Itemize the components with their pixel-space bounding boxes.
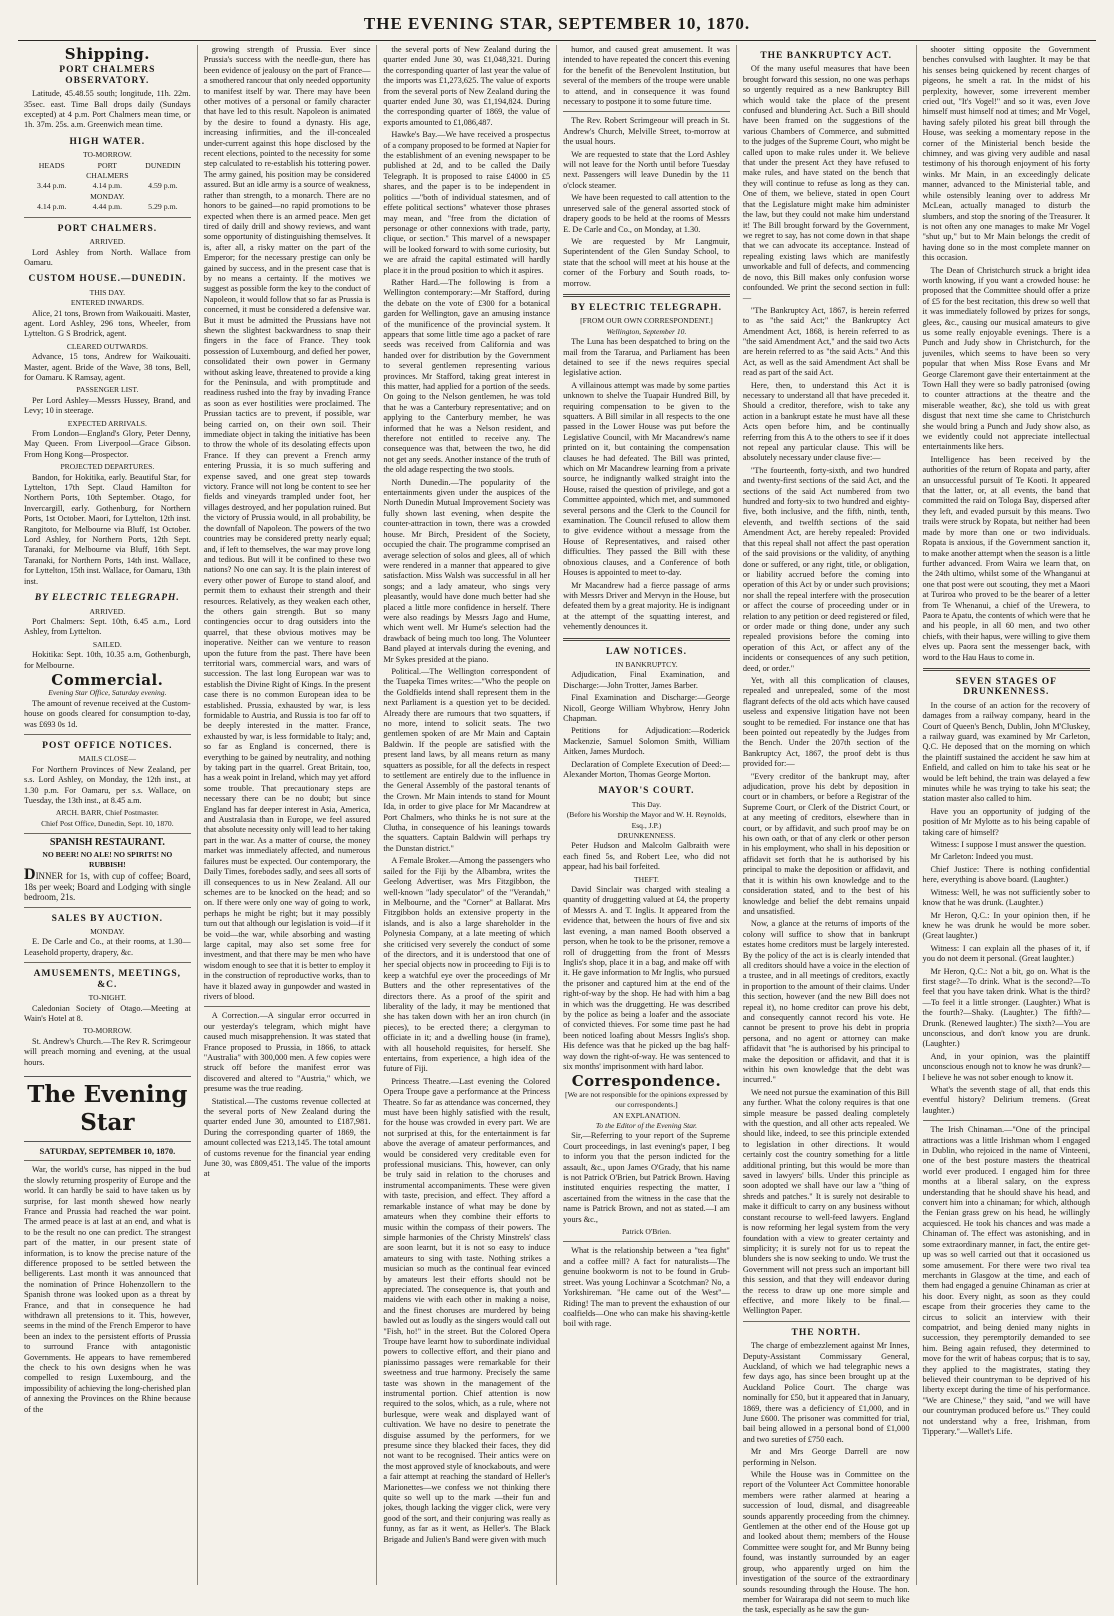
spanish-restaurant-heading: SPANISH RESTAURANT. [49, 837, 165, 849]
divider [923, 1120, 1091, 1121]
tide-cell: 5.29 p.m. [148, 202, 178, 212]
sales-text: E. De Carle and Co., at their rooms, at 1.30—Leasehold property, drapery, &c. [24, 937, 191, 957]
irish-chinaman-paragraph: The Irish Chinaman.—"One of the principal attractions was a little Irishman whom I engaged in Dublin, who rejoiced in the name of Vinteeni, one of the best posture masters the theatrical world ever produced. I engaged him for three months at a liberal salary, on the express understanding that he should shave his head, and convert him into a chinaman; for which, although the Fenian grass grew on his head, he willingly acquiesced. He took his chances and was made a Chinaman of. The effect was astonishing, and in some extraordinary manner, in fact, the entire get-up was so well carried out that it occasioned us some amusement. For there were two rival tea merchants in Glasgow at the time, and each of them had engaged a genuine Chinaman as crier at his door. Every night, as soon as they could escape from their groceries they came to the circus to solicit an interview with their compatriot, and being denied many nights in succession, they peremptorily demanded to see him. Being again refused, they determined to move for the writ of habeas corpus; that is to say, they applied to the magistrates, stating they believed their countryman to be deprived of his liberty except during the time of his performance. "We are Chinese," they said, "and we will have our countryman produced before us." They could not understand why a free, Irishman, from Tipperary."—Wallet's Life. [922, 1125, 1091, 1436]
wellington-dateline: Wellington, September 10. [606, 326, 687, 336]
expected-label: EXPECTED ARRIVALS. [67, 418, 147, 428]
mc-before: (Before his Worship the Mayor and W. H. Reynolds, Esq., J.P.) [566, 810, 727, 830]
tide-col: DUNEDIN [145, 160, 181, 170]
bankruptcy-act-heading: THE BANKRUPTCY ACT. [760, 51, 893, 61]
divider [563, 638, 730, 641]
seven-stages-paragraph: Mr Heron, Q.C.: Not a bit, go on. What is the first stage?—To drink. What is the second?—To feel that you have taken drink. What is the third?—To feel it a little stronger. (Laughter.) What is the fourth?—Shaky. (Laughter.) The fifth?—Drunk. (Renewed laughter.) The sixth?—You are unconscious, and don't know you are drunk. (Laughter.) [922, 966, 1091, 1049]
theft-text: David Sinclair was charged with stealing a quantity of druggetting valued at £4, the property of Messrs A. and T. Inglis. It appeared from the evidence that, between the hours of five and six last evening, a man named Booth observed a person, when he took to be the prisoner, remove a roll of druggetting from the front of Messrs Inglis's shop, place it in a bag, and make off with it. He gave information to Mr Inglis, who pursued the prisoner and captured him at the end of the right-of-way by the shop. He had with him a bag in which was the druggetting. He was described by the police as being a loafer and the associate of convicted thieves. For some time past he had been noticed loafing about Messrs Inglis's shop. His defence was that he picked up the bag half-way down the right-of-way. He was sentenced to six months' imprisonment with hard labor. [563, 885, 730, 1071]
bankruptcy-item: Adjudication, Final Examination, and Discharge:—John Trotter, James Barber. [563, 670, 730, 690]
hawkes-bay-paragraph: Hawke's Bay.—We have received a prospectus of a company proposed to be formed at Napier for the establishment of an evening newspaper to be published at 2d, and to be called the Daily Telegraph. It is proposed to raise £4000 in £5 shares, and the paper is to be independent in politics —"both of individual statesmen, and of effete political sections" whatever those phrases may mean, and "free from the dictation of personage or other connexions with trade, party, clique, or section." This marvel of a newspaper will be looked forward to with some curiosity, but we are afraid the capital estimated will hardly place it in the proud position to which it aspires. [383, 130, 551, 275]
bankruptcy-act-paragraph: "The Bankruptcy Act, 1867, is herein referred to as "the said Act;" the Bankruptcy Act Amendment Act, 1868, is herein referred to as "the said Amendment Act," and the said two Acts are herein referred to as "the said Acts." And this Act, as well as the said Amendment Act shall be read as part of the said Act. [742, 305, 910, 378]
paper-title: The Evening Star [24, 1076, 191, 1142]
projected-label: PROJECTED DEPARTURES. [60, 462, 155, 472]
mails-text: For Northern Provinces of New Zealand, per s.s. Lord Ashley, on Monday, the 12th inst., at 1.30 p.m. For Oamaru, per s.s. Wallace, on Tuesday, the 13th inst., at 8.45 a.m. [24, 764, 191, 805]
e-arrived-text: Port Chalmers: Sept. 10th, 6.45 a.m., Lord Ashley, from Lyttelton. [24, 616, 191, 637]
the-north-heading: THE NORTH. [791, 1327, 861, 1338]
expected-text: From London—England's Glory, Peter Denny, May Queen. From Liverpool—Grace Gibson. From Hong Kong—Prospector. [24, 429, 191, 459]
am-tomorrow-label: TO-MORROW. [82, 1026, 132, 1036]
seven-stages-paragraph: Witness: I can explain all the phases of it, if you do not deem it personal. (Great laughter.) [922, 943, 1091, 964]
tide-cell: 4.14 p.m. [37, 202, 67, 212]
darrell-paragraph: Mr and Mrs George Darrell are now performing in Nelson. [742, 1447, 910, 1467]
tide-cell: 4.44 p.m. [92, 202, 123, 212]
bankruptcy-item: Declaration of Complete Execution of Deed:—Alexander Morton, Thomas George Morton. [563, 759, 730, 779]
arrived-label: ARRIVED. [89, 237, 126, 247]
drop-cap: D [24, 866, 36, 884]
no-beer-line: NO BEER! NO ALE! NO SPIRITS! NO RUBBISH! [42, 849, 173, 870]
bankruptcy-act-paragraph: "The fourteenth, forty-sixth, and two hundred and twenty-first sections of the said Act, and the sections of the said Act numbered from two hundred and forty-six to two hundred and eighty-five, both inclusive, and the fifth, ninth, tenth, eleventh, and twelfth sections of the said Amendment Act, are hereby repealed: Provided that this repeal shall not affect the past operation of the said provisions or the validity, of anything done or suffered, or any right, title, or obligation, or liability accrued before the coming into operation of this Act by or under such provisions; nor shall the repeal interfere with the prosecution or affect the course of proceeding under or in relation to any petition or deed registered or filed, or order made or thing done, under any such repealed provisions before the coming into operation of this Act, or affect any of the incidents or consequences of any such petition, deed, or order." [742, 465, 910, 673]
seven-stages-paragraph: Mr Heron, Q.C.: In your opinion then, if he knew he was drunk he would be more sober. (Great laughter.) [922, 910, 1091, 941]
ropata-paragraph: Intelligence has been received by the authorities of the return of Ropata and party, after an unsuccessful pursuit of Te Kooti. It appeared that the latter, or, at all events, the band that committed the raid on Tologa Bay, dispersed after they left, and evaded pursuit by this means. Two trails were struck by Ropata, but neither had been made by more than one or two individuals. Ropata is anxious, if the Government sanction it, to make another attempt when the season is a little further advanced. From Waira we learn that, on the 24th ultimo, whilst some of the Whanganui at one that post were out scouting, they met a Maori at Turiroa who proved to be the bearer of a letter from Te Whenanui, a chief of the Urewera, to Paora te Apatu, the contents of which were that he and his people, in all 60 men, and two other chiefs, with their hapus, were willing to give them elves up. Paora sent the messenger back, with word to the Hau Haus to come in. [922, 454, 1091, 662]
e-sailed-text: Hokitika: Sept. 10th, 10.35 a.m, Gothenburgh, for Melbourne. [24, 650, 191, 670]
scrimgeour-paragraph: The Rev. Robert Scrimgeour will preach in St. Andrew's Church, Melville Street, to-morrow at the usual hours. [563, 116, 730, 147]
electric-telegraph-heading: BY ELECTRIC TELEGRAPH. [34, 593, 180, 604]
e-sailed-label: SAILED. [92, 639, 122, 649]
drunkenness-label: DRUNKENNESS. [617, 831, 676, 841]
entered-text: Alice, 21 tons, Brown from Waikouaiti. Master, agent. Lord Ashley, 296 tons, Wheeler, from Lyttelton. G S Brodrick, agent. [24, 308, 191, 339]
column-1 [18, 45, 198, 1585]
paper-date: SATURDAY, SEPTEMBER 10, 1870. [39, 1145, 176, 1156]
column-3 [377, 45, 557, 1585]
lord-ashley-paragraph: We are requested to state that the Lord Ashley will not leave for the North until before Tuesday next. Passengers will leave Dunedin by the 11 o'clock steamer. [563, 149, 730, 190]
seven-stages-paragraph: Witness: Well, he was not sufficiently sober to know that he was drunk. (Laughter.) [922, 887, 1091, 908]
rather-hard-paragraph: Rather Hard.—The following is from a Wellington contemporary:—Mr Stafford, during the debate on the vote of £300 for a botanical garden for Wellington, gave an amusing instance of the munificence of the provincial system. It appears that some little time ago a packet of rare seeds was received from California and was handed over for distribution by the Government to several gentlemen representing various provinces. Mr Stafford, taking great interest in this matter, had applied for a portion of the seeds. On going to the Nelson gentlemen, he was told that he was a Canterbury representative; and on applying to the Canterbury member, he was informed that he was a Nelson resident, and therefore not entitled to receive any. The consequence was that, between the two, he did not get any seeds. Another instance of the truth of the old adage respecting the two stools. [383, 277, 551, 475]
arch-barr-signature: ARCH. BARR, Chief Postmaster. [55, 808, 159, 818]
bankruptcy-label: IN BANKRUPTCY. [615, 659, 678, 669]
tide-col: HEADS [38, 160, 65, 170]
seven-stages-paragraph: What's the seventh stage of all, that ends this eventful history? Delirium tremens. (Great laughter.) [922, 1085, 1091, 1115]
volunteer-paragraph: While the House was in Committee on the report of the Volunteer Act Committee honorable members were rather alarmed at hearing a succession of loud, dismal, and disagreeable sounds apparently proceeding from the chimney. Gentlemen at the other end of the House got up and looked about them; members of the House Committee were sought for, and Mr Bunny being found, was instantly surrounded by an eager group, who apparently urged on him the investigation of the source of the extraordinary sounds resounding through the House. The hon. member for Wairarapa did not seem to much like the task, especially as he saw the gun- [742, 1470, 910, 1615]
political-paragraph: Political.—The Wellington correspondent of the Tuapeka Times writes:—"Who the people on the Goldfields intend shall represent them in the next Parliament is a question yet to be decided. Already there are rumours that two squatters, if no more, intend to solicit seats. The two gentlemen spoken of are Mr Main and Captain Baldwin. If the people are satisfied with the present land laws, by all means return as many squatters as possible, for all the defects in respect to settlement are entirely due to the influence in the General Assembly of the pastoral tenants of the Crown. Mr Main intends to stand for Mount Ida, in order to give place for Mr Macandrew at Port Chalmers, who thinks he is not sure at the Clutha, in consequence of his leanings towards the squatters. Captain Baldwin will perhaps try the Dunstan district." [383, 666, 551, 853]
column-2 [198, 45, 378, 1585]
dinner-ad [24, 866, 191, 903]
law-notices-heading: LAW NOTICES. [605, 646, 687, 657]
this-day-label: THIS DAY. [89, 287, 126, 297]
telegraph-paragraph: Mr Macandrew had a fierce passage of arms with Messrs Driver and Mervyn in the House, but defeated them by a great majority. He is indignant at the attempt of the squatting interest, and vehemently denounces it. [563, 580, 730, 632]
vogel-paragraph: shooter sitting opposite the Government benches convulsed with laughter. It may be that his senses being quickened by recent charges of pigeons, he smelt a rat. In the midst of his perplexity, however, some irreverent member cried out, "It's Vogel!" and so it was, even Jove himself must himself nod at times; and Mr Vogel, having safely piloted his great bill through the House, was seeking a momentary repose in the corner of the Ministerial bench beside the chimney, and was giving very audible and nasal testimony of his thorough enjoyment of his forty winks. Mr Main, in an exceedingly delicate manner, advanced to the Ministerial table, and while ostensibly leaning over to address Mr McLean, actually managed to disturb the slumbers, and stop the snoring of the Treasurer. It is not often any one manages to make Mr Vogel "shut up," but to Mr Main belongs the credit of having done so in the most complete manner on this occasion. [922, 45, 1091, 263]
mayors-court-heading: MAYOR'S COURT. [598, 786, 695, 797]
tide-cell: 4.14 p.m. [92, 181, 123, 191]
custom-house-heading: CUSTOM HOUSE.—DUNEDIN. [28, 274, 187, 285]
bankruptcy-item: Final Examination and Discharge:—George Nicoll, George William Whybrow, Henry John Chapman. [563, 693, 730, 723]
drunkenness-text: Peter Hudson and Malcolm Galbraith were each fined 5s, and Robert Lee, who did not appear, had his bail forfeited. [563, 841, 730, 872]
seven-stages-paragraph: Chief Justice: There is nothing confidential here, everything is above board. (Laughter.) [922, 864, 1091, 885]
tide-cell: 4.59 p.m. [148, 181, 178, 191]
tide-cell: 3.44 p.m. [37, 181, 67, 191]
divider [24, 1160, 191, 1161]
explanation-heading: AN EXPLANATION. [612, 1110, 681, 1120]
seven-stages-paragraph: And, in your opinion, was the plaintiff unconscious enough not to know he was drunk?—I believe he was not sober enough to know it. [922, 1051, 1091, 1082]
bankruptcy-act-paragraph: Yet, with all this complication of clauses, repealed and unrepealed, some of the most flagrant defects of the old acts which have caused useless and expensive litigation have not been sought to be remedied. For instance one that has been pointed out repeatedly by the Judges from the Bench. Under the 207th section of the Bankruptcy Act, 1867, the proof debt is thus provided for:— [742, 675, 910, 769]
am-tomorrow-text: St. Andrew's Church.—The Rev R. Scrimgeour will preach morning and evening, at the usual hours. [24, 1036, 191, 1067]
mc-day: This Day. [631, 799, 662, 809]
divider [24, 734, 191, 735]
columns [18, 45, 1096, 1615]
telegraph-paragraph: A villainous attempt was made by some parties unknown to shelve the Tuapair Hundred Bill, by requiring compensation to be given to the squatters. A Bill similar in all respects to the one passed in the Lower House was put before the Legislative Council, with Mr Macandrew's name printed on it, but containing the compensation clauses he had defeated. The Bill was printed, which on Mr Macandrew learning from a private source, he indignantly walked straight into the House, raised the question of privilege, and got a Committee appointed, which met, and summoned several persons and the Clerk to the Council for examination. The Council refused to allow them to give evidence without a message from the House of Representatives, and raised other difficulties. They passed the Bill with these obnoxious clauses, and a Conference of both Houses is appointed to meet to-day. [563, 380, 730, 578]
projected-text: Bandon, for Hokitika, early. Beautiful Star, for Lyttelton, 17th Sept. Claud Hamilton for Northern Ports, 10th September. Otago, for Invercargill, early. Gothenburg, for Northern Ports, 1st October. Maori, for Lyttelton, 12th inst. Rangitoto, for Melbourne via Bluff, 1st October. Lord Ashley, for Northern Ports, 12th Sept. Taranaki, for Melbourne via Bluff, 16th Sept. Taranaki, for Northern Ports, 14th inst. Wallace, for Lyttelton, 15th inst. Wallace, for Oamaru, 13th inst. [24, 472, 191, 586]
bankruptcy-act-paragraph: "Every creditor of the bankrupt may, after adjudication, prove his debt by deposition in court or in chambers, or before a Registrar of the Supreme Court, or Clerk of the District Court, or at any meeting of creditors, elsewhere than in court, or by affidavit, and such proof may be on his own oath, or that of any clerk or other person in his employment, who shall in his deposition or affidavit set forth that he is authorised by his principal to make the deposition or affidavit, and that it is within his own knowledge and to the consideration stated, and to the best of his knowledge and belief the debt remains unpaid and unsatisfied. [742, 771, 910, 916]
divider [24, 217, 191, 218]
langmuir-paragraph: We are requested by Mr Langmuir, Superintendent of the Glen Sunday School, to state that the school will meet at his house at the corner of the Forbury and South roads, to-morrow. [563, 236, 730, 288]
tonight-label: TO-NIGHT. [88, 993, 127, 1003]
divider [563, 294, 730, 297]
post-office-dateline: Chief Post Office, Dunedin, Sept. 10, 1870. [41, 818, 174, 828]
own-correspondent: [FROM OUR OWN CORRESPONDENT.] [580, 316, 713, 326]
seven-stages-paragraph: Witness: I suppose I must answer the question. [930, 840, 1086, 850]
mails-close-label: MAILS CLOSE— [78, 754, 136, 764]
divider [24, 907, 191, 908]
shipping-heading: Shipping. [64, 45, 150, 63]
tide-tomorrow-row [24, 181, 191, 191]
theft-label: THEFT. [633, 874, 659, 884]
statistical-paragraph: Statistical.—The customs revenue collected at the several ports of New Zealand during the quarter ended June 30, amounted to £187,981. During the corresponding quarter of 1869, the amount collected was £213,145. The total amount of customs revenue for the financial year ending June 30, was £809,451. The value of the imports at [203, 1096, 371, 1179]
monday-label: MONDAY. [90, 191, 125, 201]
observatory-text: Latitude, 45.48.55 south; longitude, 11h. 22m. 35sec. east. Time Ball drops daily (Sundays excepted) at 4 p.m. Port Chalmers mean time, or 1h. 37m. 25s. a.m. Greenwich mean time. [24, 89, 191, 130]
masthead: THE EVENING STAR, SEPTEMBER 10, 1870. [18, 14, 1096, 41]
bankruptcy-act-paragraph: Here, then, to understand this Act it is necessary to understand all that have preceded it. Should a creditor, therefore, wish to take any action in a bankrupt estate he must have all these Acts open before him, and be continually referring from this A to the others to see if it does not repeal any particular clause. This will be absolutely necessary under clause five:— [742, 380, 910, 463]
column-4 [557, 45, 737, 1585]
commercial-office: Evening Star Office, Saturday evening. [48, 688, 167, 698]
bankruptcy-act-paragraph: We need not pursue the examination of this Bill any further. What the colony requires is that one simple measure be passed dealing completely with the question, and all other acts repealed. We should like, indeed, to see this principle extended to legislation in other directions. It would certainly cost the country something for a little additional printing, but this would be more than saved in lawyers' bills. Under this principle as soon adopted we shall have our law a "thing of shreds and patches." It is surely not desirable to make it difficult to carry on any business without constant recourse to well-feed lawyers. England is now reforming her legal system from the very foundation with a view to greater certainty and simplicity; it is surely not for us to repeat the blunders she is now seeking to undo. We trust the Government will not press such an important bill this session, and that they will endeavor during the recess to draw up one more simple and effective, and more likely to be final.—Wellington Paper. [742, 1087, 910, 1316]
lead-article-continued: growing strength of Prussia. Ever since Prussia's success with the needle-gun, there has been evidence of jealousy on the part of France—a smothered rancour that only needed opportunity to manifest itself by war. There may have been other motives of a personal or family character that have led to this result. Napoleon is animated by the desire to found a dynasty. His age, increasing infirmities, and the ill-concealed under-current against this hope disclosed by the recent elections, pointed to the necessity for some step calculated to re-establish his tottering power. The army gained, his position may be considered assured. But an idle army is a source of weakness, rather than strength, to a monarch. There are no honors to be gained—no rapid promotions to be expected when there is an armed peace. Men get tired of daily drill and showy reviews, and want some opportunity of distinguishing themselves. It is, after all, a risky matter on the part of the Emperor; for the necessary prestige can only be gained by success, and in the present case that is by no means a certainty. If the motives we suggest as possible form the key to the conduct of Napoleon, it would follow that so far as Prussia is concerned, it must be considered a defensive war. But it must be admitted the Prussians have not shewn the slightest backwardness to snap their fingers in the face of France. They took possession of Luxembourg, and defied her power, consolidated their own power in Germany without asking leave, threatened to provide a king for the Peninsula, and with promptitude and readiness rushed into the fray by invading France as soon as ever hostilities were proclaimed. The Prussian tactics are to prevent, if possible, war being carried on, on their own soil. Their immediate object in taking the initiative has been to throw the whole of its desolating effects upon France. If they can prevent a French army entering Prussia, it is so much suffering and expense saved, and one great step towards victory. France will not long be content to see her fields and vineyards trampled under foot, her villages destroyed, and her population ruined. But the victory of Prussia would, in all probability, be the downfall of Napoleon. The powers of the two countries may be considered pretty nearly equal; and, if left to themselves, the war may prove long and tedious. But will it be confined to these two nations? No one can say. It is the plain interest of every other power of Europe to stand aloof, and permit them to exhaust their strength and their resources. Relatively, as they weaken each other, the others gain strength. But so many contingencies occur to drag outsiders into the quarrel, that these obvious motives may be inoperative. Neither can we venture to reason upon the future from the past. There have been territorial wars, commercial wars, and wars of succession. The last long European war was to establish the Divine Right of Kings. In the present case there is no common European idea to be established. Prussia, exhausted by war, is less formidable to Austria, and Russia is too far off to be deeply interested in the matter. France, exhausted by war, is less formidable to Italy; and, so far as England is concerned, there is everything to be gained by neutrality, and nothing by taking part in the quarrel. Great Britain, too, has a weak point in Ireland, which may yet afford some trouble. That precautionary steps are necessary there can be no doubt; but since England has far deeper interest in Asia, America, and Australasia than in Europe, we feel assured that absolute necessity only will lead to her taking part in the war. As a matter of course, the money market was immediately affected, and numerous failures must be expected. Our contemporary, the Daily Times, forebodes sadly, and sees all sorts of ill consequences to us in New Zealand. All our schemes are to be knocked on the head; and so on. If there were only one way of going to work, perhaps he might be right; but it may possibly turn out that although our legislation is void—if it be void—the war, while absorbing and wasting large capital, may also set some free for investment, and that there may be men who have wisdom enough to see that it is better to employ it in the construction of reproductive works, than to have it blazed away in gunpowder and wasted in rivers of blood. [203, 45, 371, 1001]
passenger-label: PASSENGER LIST. [76, 385, 139, 395]
female-broker-paragraph: A Female Broker.—Among the passengers who sailed for the Fiji by the Albambra, writes the Geelong Advertiser, was Mrs Fitzgibbon, the well-known "lady speculator" of the "Verandah," in Melbourne, and the "Corner" at Ballarat. Mrs Fitzgibbon holds an extensive property in the islands, and is also a large shareholder in the Polynesia Company, at a late meeting of which she criticised very severely the conduct of some of the directors, and it is understood that one of her special objects now in proceeding to Fiji is to keep a watchful eye over the proceedings of Mr Butters and the other representatives of the directors there. As a proof of the spirit and liberality of the lady, it may be mentioned that she has taken down with her an iron church (in pieces), to be erected there; a clergyman to officiate in it; and a dwelling house (in frame), with all household requisites, for herself. She entertains, from experience, a high idea of the future of Fiji. [383, 856, 551, 1074]
explanation-signature: Patrick O'Brien. [621, 1227, 671, 1237]
christchurch-paragraph: The Dean of Christchurch struck a bright idea worth knowing, if you want a crowded house: he proposed that the Committee should offer a prize of £5 for the best recitation, this drew so well that it was immediately followed by prizes for songs, glees, &c., causing our musical amateurs to give us some really enjoyable evenings. There is a Punch and Judy show in Christchurch, for the juveniles, which seems to have been so very popular that when Miss Rose Evans and Mr George Claremont gave their entertainment at the Town Hall they were so badly patronised (owing to counter attractions at the theatre and the miserable weather, &c), she told us with great disgust that next time she came to Christchurch she would bring a Punch and Judy show also, as we evidently could not appreciate intellectual entertainments like hers. [922, 265, 1091, 452]
tomorrow-label: TO-MORROW. [82, 150, 132, 160]
bankruptcy-item: Petitions for Adjudication:—Roderick Mackenzie, Samuel Solomon Smith, William Aitken, James Murdoch. [563, 726, 730, 757]
amusements-heading: AMUSEMENTS, MEETINGS, &C. [33, 969, 182, 990]
north-dunedin-paragraph: North Dunedin.—The popularity of the entertainments given under the auspices of the North Dunedin Mutual Improvement Society was fully shown last evening, when despite the counter-attraction in town, there was a crowded house. Mr Birch, President of the Society, occupied the chair. The programme comprised an average selection of solos and glees, all of which were rendered in a manner that appeared to give satisfaction. Miss Walsh was successful in all her songs; and a lady amateur, who sings very pleasantly, would have done much better had she placed a little more confidence in herself. There were also readings by Messrs Jago and Hume, which went well. Mr Hume's selection had the drawback of being much too long. The Volunteer Band played at intervals during the evening, and Mr Sykes presided at the piano. [383, 477, 551, 664]
commercial-heading: Commercial. [51, 670, 164, 689]
correction-paragraph: A Correction.—A singular error occurred in our yesterday's telegram, which might have caused much misapprehension. It was stated that France proposed to Prussia, in 1866, to attack "Australia" with 300,000 men. A few copies were struck off before the manifest error was discovered and altered to "Austria," which, we presume was the true reading. [203, 1011, 371, 1094]
telegraph-paragraph: The Luna has been despatched to bring on the mail from the Tararua, and Parliament has been detained to see if the news requires special legislative action. [563, 337, 730, 378]
seven-stages-paragraph: Mr Carleton: Indeed you must. [930, 852, 1034, 862]
post-office-heading: POST OFFICE NOTICES. [42, 740, 173, 751]
divider [24, 962, 191, 963]
entered-label: ENTERED INWARDS. [70, 298, 144, 308]
divider [743, 1321, 910, 1322]
lead-article: War, the world's curse, has nipped in the bud the slowly returning prosperity of Europe and the world. It can hardly be said to have taken us by surprise, for last month shewed how nearly France and Prussia had reached the war point. The armed peace is at last at an end, and what is to be the result no one can predict. The strangest part of the matter, in our present state of information, is to know the precise nature of the difference proposed to be settled between the belligerents. Last month it was announced that the nomination of Prince Hohenzollern to the Spanish throne was looked upon as a threat by France, and that in consequence he had withdrawn all pretensions to it. This, however, seems in the mind of the French Emperor to have been an index to the persistent efforts of Prussia to surround France with antagonistic Governments. He appears to have remembered the check to his own designs when he was compelled to resign Luxembourg, and the impossibility of achieving the long-cherished plan of annexing the Provinces on the Rhine because of the [24, 1165, 191, 1414]
bankruptcy-act-paragraph: Now, a glance at the returns of imports of the colony will suffice to show that in bankrupt estates home creditors must be largely interested. By the policy of the act is is clearly intended that all creditors should have a voice in the election of a trustee, and in all meetings of creditors, exactly in proportion to the amount of their claims. Under this section, however (and the new Bill does not repeal it), no home creditor can prove his debt, and consequently cannot record his vote. He cannot be present to prove his debt in propria persona, and no agent or attorney can make affidavit that "he is authorised by his principal to make the deposition or affidavit, and that it is within his own knowledge that the debt was incurred." [742, 919, 910, 1085]
seven-stages-heading: SEVEN STAGES OF DRUNKENNESS. [955, 676, 1057, 698]
to-editor: To the Editor of the Evening Star. [595, 1121, 698, 1130]
arrived-text: Lord Ashley from North. Wallace from Oamaru. [24, 247, 191, 267]
commercial-text: The amount of revenue received at the Custom-house on goods cleared for consumption to-day, was £693 0s 1d. [24, 698, 191, 729]
north-paragraph: The charge of embezzlement against Mr Innes, Deputy-Assistant Commissary General, Auckland, of which we had telegraphic news a few days ago, has since been brought up at the Auckland Police Court. The charge was nominally for £50, but it appeared that in January, 1869, there was a deficiency of £1,000, and in June £600. The prisoner was committed for trial, bail being allowed in a personal bond of £1,000 and two sureties of £750 each. [742, 1341, 910, 1444]
cleared-label: CLEARED OUTWARDS. [66, 341, 148, 351]
column-5 [737, 45, 917, 1615]
observatory-heading: PORT CHALMERS OBSERVATORY. [59, 65, 156, 86]
tide-header-row [24, 161, 191, 182]
jokes-paragraph: What is the relationship between a "tea fight" and a coffee mill? A fact for naturalists—The genuine bookworm is not to be found in Grub-street. Was young Lochinvar a Scotchman? No, a Yorkshireman. "He came out of the West"—Riding! The man to prevent the exhaustion of our coalfields—One who can make his shaving-kettle boil with rage. [563, 1246, 730, 1329]
bankruptcy-act-paragraph: Of the many useful measures that have been brought forward this session, no one was perhaps so urgently required as a new Bankruptcy Bill which would take the place of the present confused and blundering Act. Such a Bill should have been framed on the suggestions of the various Chambers of Commerce, and submitted to the judges of the Supreme Court, who might be called upon to make rules under it. We believe that under the present Act they have refused to make rules, and have stated on the bench that they will continue to refuse as long as they can. One of them, we believe, stated in open Court that the Legislature might make him administer the law, but they could not make him understand it! The Bill brought forward by the Government, we regret to say, has not come down in that shape that we can advocate its acceptance. Instead of repealing existing laws which are manifestly unworkable and full of defects, and commencing de novo, this Bill makes only confusion worse confounded. We print the second section in full:— [742, 64, 910, 303]
dinner-text: INNER for 1s, with cup of coffee; Board, 18s per week; Board and Lodging with single bedroom, 21s. [24, 871, 191, 903]
seven-stages-paragraph: In the course of an action for the recovery of damages from a railway company, heard in the Court of Queen's Bench, Dublin, John M'Cluskey, a railway guard, was examined by Mr Carleton, Q.C. He deposed that on the morning on which the plaintiff sustained the accident he saw him at Enfield, and called on him to take his seat or he would be left behind, the train was delayed a few minutes while he was trying to take his seat; the station master also called to him. [922, 700, 1091, 804]
tide-col: PORT CHALMERS [86, 160, 129, 181]
port-chalmers-heading: PORT CHALMERS. [57, 223, 158, 234]
divider [204, 1006, 371, 1007]
high-water-heading: HIGH WATER. [69, 136, 146, 147]
seven-stages-paragraph: Have you an opportunity of judging of the position of Mr Mylotte as to his being capable of taking care of himself? [922, 806, 1091, 837]
telegraph-heading: BY ELECTRIC TELEGRAPH. [570, 302, 722, 313]
explanation-text: Sir,—Referring to your report of the Supreme Court proceedings, in last evening's paper, I beg to inform you that the person indicted for the assault, &c., upon James O'Grady, that his name is not Patrick O'Brien, but Patrick Brown. Having instituted enquiries respecting the matter, I ascertained from the witness in the case that the name is Patrick Brown, and not as stated.—I am yours &c., [563, 1131, 730, 1224]
e-arrived-label: ARRIVED. [89, 606, 126, 616]
corr-note: [We are not responsible for the opinions expressed by our correspondents.] [564, 1089, 728, 1110]
column-6 [917, 45, 1097, 1585]
humor-paragraph: humor, and caused great amusement. It was intended to have repeated the concert this evening for the benefit of the Benevolent Institution, but several of the members of the troupe were unable to attend, and in consequence it was found necessary to postpone it to some future time. [563, 45, 730, 107]
divider [563, 111, 730, 112]
de-carle-paragraph: We have been requested to call attention to the unreserved sale of the general assorted stock of drapery goods to be held at the rooms of Messrs E. De Carle and Co., on Monday, at 1.30. [563, 193, 730, 234]
tonight-text: Caledonian Society of Otago.—Meeting at Wain's Hotel at 8. [24, 1003, 191, 1023]
imports-paragraph: the several ports of New Zealand during the quarter ended June 30, was £1,048,321. During the corresponding quarter of last year the value of the imports was £1,273,625. The value of exports from the several ports of New Zealand during the quarter ended June 30, was £1,194,824. During the corresponding quarter of 1869, the value of exports amounted to £1,086,487. [383, 45, 551, 127]
cleared-text: Advance, 15 tons, Andrew for Waikouaiti. Master, agent. Bride of the Wave, 38 tons, Bell, for Oamaru. K Ramsay, agent. [24, 352, 191, 382]
tide-monday-row [24, 202, 191, 212]
divider [24, 833, 191, 834]
correspondence-heading: Correspondence. [571, 1072, 722, 1091]
divider [563, 1241, 730, 1242]
sales-monday: MONDAY. [90, 927, 125, 937]
princess-theatre-paragraph: Princess Theatre.—Last evening the Colored Opera Troupe gave a performance at the Princess Theatre. So far as attendance was concerned, they must have been highly satisfied with the result, for the house was crowded in every part. We are not surprised at this, for the entertainment is far above the average of amateur performances, and would be considered very creditable even for professional musicians. This, however, can only be truly said in relation to the choruses and instrumental accompaniments. These were given with taste, precision, and effect. They afford a remarkable instance of what may be done by amateurs when they combine their efforts to music within the compass of their powers. The simple harmonies of the Christy Minstrels' class are soon learnt, but it is not so easy to induce amateurs to sing with taste. Nothing strikes a musician so much as the continual fear evinced by amateurs lest their efforts should not be appreciated. The consequence is, that youth and maidens vie with each other in making a noise, and the finest choruses are murdered by being bawled out as loudly as the singers would call out "Fish, ho!" in the street. But the Colored Opera Troupe have learnt how to subordinate individual powers to collective effort, and their piano and pianissimo passages were remarkable for their sweetness and true harmony. Precisely the same taste was shown in the management of the instrumental portion. Chief attention is now required to the solos, which, as a rule, where not burlesque, were weak and displayed want of cultivation. We have no desire to penetrate the disguise assumed by the performers, for we presume since they blacked their faces, they did not want to be recognised. Their antics were on the most approved style of knockabouts, and were a fair attempt at reaching the standard of Heller's Marionettes—we confess we not thinking there quite so well up to the mark —their fun and jokes, though lacking the vigger click, were very good of the sort, and their conjuring was really as funny, as far as it went, as Heller's. The Black Brigade and Julien's Band were given with much [383, 1076, 551, 1544]
divider [923, 668, 1091, 671]
passenger-text: Per Lord Ashley—Messrs Hussey, Brand, and Levy; 10 in steerage. [24, 395, 191, 416]
sales-heading: SALES BY AUCTION. [51, 913, 164, 924]
